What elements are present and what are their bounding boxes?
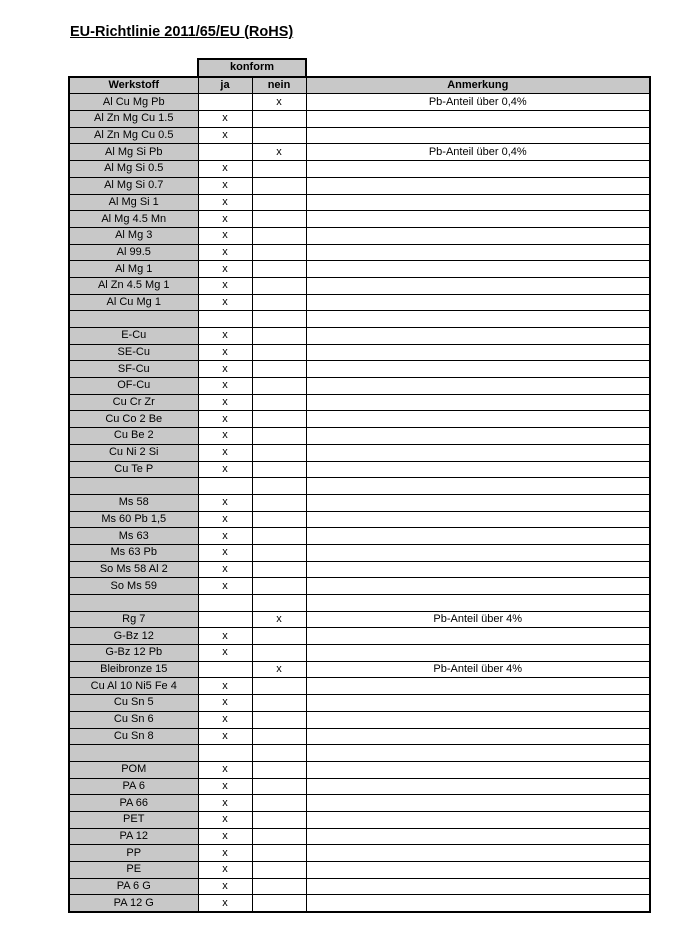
conform-yes-cell [198,661,252,678]
conform-yes-cell: x [198,695,252,712]
table-row [69,695,650,712]
material-cell: OF-Cu [69,378,198,395]
header-nein: nein [252,77,306,94]
material-cell: PA 6 [69,778,198,795]
table-row [69,311,650,328]
note-cell [306,745,650,762]
note-cell [306,161,650,178]
table-row [69,244,650,261]
note-cell [306,778,650,795]
note-cell [306,277,650,294]
conform-no-cell [252,461,306,478]
material-cell: PET [69,811,198,828]
note-cell [306,695,650,712]
note-cell [306,628,650,645]
table-row [69,595,650,612]
material-cell: POM [69,761,198,778]
table-row [69,161,650,178]
note-cell [306,311,650,328]
material-cell [69,745,198,762]
table-row [69,461,650,478]
conform-yes-cell: x [198,711,252,728]
conform-no-cell: x [252,661,306,678]
note-cell [306,761,650,778]
conform-yes-cell: x [198,227,252,244]
material-cell: Ms 58 [69,494,198,511]
table-row [69,578,650,595]
note-cell [306,294,650,311]
table-row [69,561,650,578]
conform-yes-cell [198,144,252,161]
note-cell [306,711,650,728]
conform-yes-cell: x [198,111,252,128]
conform-yes-cell: x [198,411,252,428]
material-cell: PA 6 G [69,878,198,895]
note-cell [306,845,650,862]
header-anmerkung: Anmerkung [306,77,650,94]
conform-yes-cell [198,745,252,762]
conform-yes-cell [198,611,252,628]
note-cell: Pb-Anteil über 0,4% [306,94,650,111]
material-cell: PA 12 G [69,895,198,912]
table-row [69,678,650,695]
table-row [69,394,650,411]
conform-yes-cell: x [198,277,252,294]
note-cell [306,878,650,895]
material-cell [69,311,198,328]
conform-yes-cell: x [198,845,252,862]
table-row [69,478,650,495]
conform-yes-cell: x [198,728,252,745]
conform-yes-cell: x [198,378,252,395]
note-cell [306,344,650,361]
table-row [69,628,650,645]
note-cell [306,828,650,845]
table-row [69,895,650,912]
conform-yes-cell: x [198,244,252,261]
note-cell [306,895,650,912]
material-cell [69,478,198,495]
conform-no-cell [252,811,306,828]
conform-yes-cell: x [198,795,252,812]
table-row [69,177,650,194]
material-cell: PA 66 [69,795,198,812]
material-cell: Bleibronze 15 [69,661,198,678]
conform-no-cell [252,261,306,278]
table-row [69,745,650,762]
note-cell [306,394,650,411]
conform-no-cell [252,294,306,311]
note-cell [306,544,650,561]
conform-no-cell [252,695,306,712]
material-cell: Cu Cr Zr [69,394,198,411]
note-cell [306,528,650,545]
note-cell [306,795,650,812]
table-row [69,511,650,528]
conform-yes-cell: x [198,645,252,662]
conform-no-cell [252,595,306,612]
material-cell: Rg 7 [69,611,198,628]
material-cell: PE [69,862,198,879]
conform-yes-cell: x [198,528,252,545]
conform-yes-cell: x [198,344,252,361]
table-row [69,277,650,294]
conform-yes-cell: x [198,544,252,561]
material-cell: Cu Sn 8 [69,728,198,745]
conform-no-cell [252,711,306,728]
conform-yes-cell: x [198,862,252,879]
material-cell: Ms 60 Pb 1,5 [69,511,198,528]
table-row [69,294,650,311]
note-cell [306,244,650,261]
note-cell [306,194,650,211]
material-cell: G-Bz 12 Pb [69,645,198,662]
note-cell [306,645,650,662]
note-cell [306,862,650,879]
material-cell: Al Mg Si Pb [69,144,198,161]
material-cell: Al Mg 3 [69,227,198,244]
table-row [69,361,650,378]
material-cell: E-Cu [69,328,198,345]
material-cell: Cu Be 2 [69,428,198,445]
conform-yes-cell: x [198,678,252,695]
table-row [69,328,650,345]
conform-yes-cell [198,478,252,495]
conform-no-cell [252,127,306,144]
table-row [69,428,650,445]
table-row [69,778,650,795]
note-cell [306,361,650,378]
conform-no-cell [252,227,306,244]
table-row [69,544,650,561]
table-row [69,728,650,745]
conform-no-cell [252,444,306,461]
conform-yes-cell: x [198,461,252,478]
note-cell [306,428,650,445]
material-cell: Ms 63 Pb [69,544,198,561]
conform-no-cell [252,244,306,261]
conform-no-cell [252,511,306,528]
material-cell: SF-Cu [69,361,198,378]
note-cell [306,461,650,478]
conform-yes-cell: x [198,761,252,778]
note-cell [306,678,650,695]
conform-yes-cell: x [198,211,252,228]
table-row [69,127,650,144]
conform-no-cell [252,311,306,328]
group-header-row [69,59,650,77]
table-row [69,111,650,128]
table-row [69,144,650,161]
note-cell: Pb-Anteil über 4% [306,661,650,678]
material-cell: Al Zn Mg Cu 1.5 [69,111,198,128]
conform-no-cell [252,177,306,194]
table-row [69,878,650,895]
table-row [69,862,650,879]
table-row [69,444,650,461]
column-header-row [69,77,650,94]
material-cell: Cu Te P [69,461,198,478]
table-row [69,761,650,778]
material-cell: Al Mg 1 [69,261,198,278]
table-row [69,94,650,111]
conform-no-cell [252,361,306,378]
rohs-compliance-table [68,58,651,913]
conform-yes-cell: x [198,578,252,595]
table-row [69,661,650,678]
note-cell [306,478,650,495]
conform-no-cell [252,528,306,545]
conform-no-cell [252,411,306,428]
material-cell: Al Cu Mg 1 [69,294,198,311]
conform-yes-cell: x [198,261,252,278]
conform-no-cell [252,795,306,812]
conform-yes-cell: x [198,444,252,461]
material-cell: Cu Al 10 Ni5 Fe 4 [69,678,198,695]
conform-no-cell [252,194,306,211]
conform-no-cell [252,778,306,795]
note-cell [306,378,650,395]
note-cell [306,561,650,578]
conform-yes-cell [198,311,252,328]
conform-yes-cell: x [198,394,252,411]
conform-yes-cell: x [198,628,252,645]
conform-no-cell [252,328,306,345]
material-cell: PA 12 [69,828,198,845]
conform-no-cell [252,578,306,595]
note-cell [306,127,650,144]
material-cell: PP [69,845,198,862]
material-cell: Al 99.5 [69,244,198,261]
conform-no-cell [252,494,306,511]
material-cell: SE-Cu [69,344,198,361]
table-row [69,828,650,845]
conform-no-cell [252,845,306,862]
material-cell: Al Mg Si 0.7 [69,177,198,194]
conform-no-cell [252,394,306,411]
material-cell: Cu Ni 2 Si [69,444,198,461]
material-cell: Al Mg Si 1 [69,194,198,211]
table-row [69,811,650,828]
note-cell [306,494,650,511]
material-cell: Cu Sn 6 [69,711,198,728]
note-cell [306,328,650,345]
conform-yes-cell: x [198,428,252,445]
conform-yes-cell [198,94,252,111]
conform-no-cell [252,378,306,395]
table-row [69,344,650,361]
material-cell: So Ms 58 Al 2 [69,561,198,578]
conform-yes-cell: x [198,895,252,912]
conform-no-cell [252,862,306,879]
material-cell [69,595,198,612]
table-row [69,611,650,628]
conform-no-cell: x [252,94,306,111]
conform-no-cell [252,678,306,695]
table-row [69,227,650,244]
conform-no-cell [252,878,306,895]
conform-no-cell [252,561,306,578]
material-cell: Cu Sn 5 [69,695,198,712]
conform-no-cell [252,111,306,128]
material-cell: Cu Co 2 Be [69,411,198,428]
material-cell: Al Zn 4.5 Mg 1 [69,277,198,294]
conform-no-cell [252,628,306,645]
table-row [69,494,650,511]
table-row [69,795,650,812]
conform-no-cell [252,645,306,662]
material-cell: Al Cu Mg Pb [69,94,198,111]
conform-no-cell [252,895,306,912]
note-cell [306,595,650,612]
table-row [69,261,650,278]
material-cell: Al Mg Si 0.5 [69,161,198,178]
conform-no-cell: x [252,611,306,628]
conform-yes-cell: x [198,161,252,178]
table-row [69,211,650,228]
header-konform: konform [198,59,306,77]
conform-yes-cell: x [198,828,252,845]
conform-yes-cell: x [198,811,252,828]
conform-yes-cell: x [198,361,252,378]
header-werkstoff: Werkstoff [69,77,198,94]
table-row [69,645,650,662]
note-cell [306,811,650,828]
note-cell: Pb-Anteil über 4% [306,611,650,628]
conform-no-cell [252,478,306,495]
conform-yes-cell: x [198,878,252,895]
conform-yes-cell: x [198,561,252,578]
table-row [69,528,650,545]
table-row [69,845,650,862]
note-cell [306,578,650,595]
table-row [69,711,650,728]
note-cell [306,227,650,244]
conform-yes-cell: x [198,778,252,795]
note-cell [306,444,650,461]
conform-no-cell [252,828,306,845]
note-cell [306,177,650,194]
table-row [69,411,650,428]
material-cell: Al Zn Mg Cu 0.5 [69,127,198,144]
conform-no-cell [252,277,306,294]
conform-no-cell [252,544,306,561]
material-cell: Al Mg 4.5 Mn [69,211,198,228]
conform-no-cell [252,344,306,361]
conform-yes-cell: x [198,194,252,211]
table-row [69,378,650,395]
conform-yes-cell: x [198,177,252,194]
material-cell: So Ms 59 [69,578,198,595]
material-cell: Ms 63 [69,528,198,545]
note-cell [306,511,650,528]
note-cell [306,261,650,278]
conform-yes-cell: x [198,494,252,511]
document-title: EU-Richtlinie 2011/65/EU (RoHS) [70,24,294,40]
conform-no-cell [252,761,306,778]
conform-no-cell [252,745,306,762]
note-cell [306,111,650,128]
conform-no-cell [252,211,306,228]
material-cell: G-Bz 12 [69,628,198,645]
conform-no-cell [252,428,306,445]
note-cell [306,728,650,745]
note-cell: Pb-Anteil über 0,4% [306,144,650,161]
conform-yes-cell: x [198,511,252,528]
note-cell [306,411,650,428]
note-cell [306,211,650,228]
conform-no-cell [252,728,306,745]
conform-yes-cell: x [198,294,252,311]
header-ja: ja [198,77,252,94]
table-row [69,194,650,211]
conform-yes-cell: x [198,127,252,144]
conform-yes-cell: x [198,328,252,345]
conform-yes-cell [198,595,252,612]
conform-no-cell [252,161,306,178]
conform-no-cell: x [252,144,306,161]
